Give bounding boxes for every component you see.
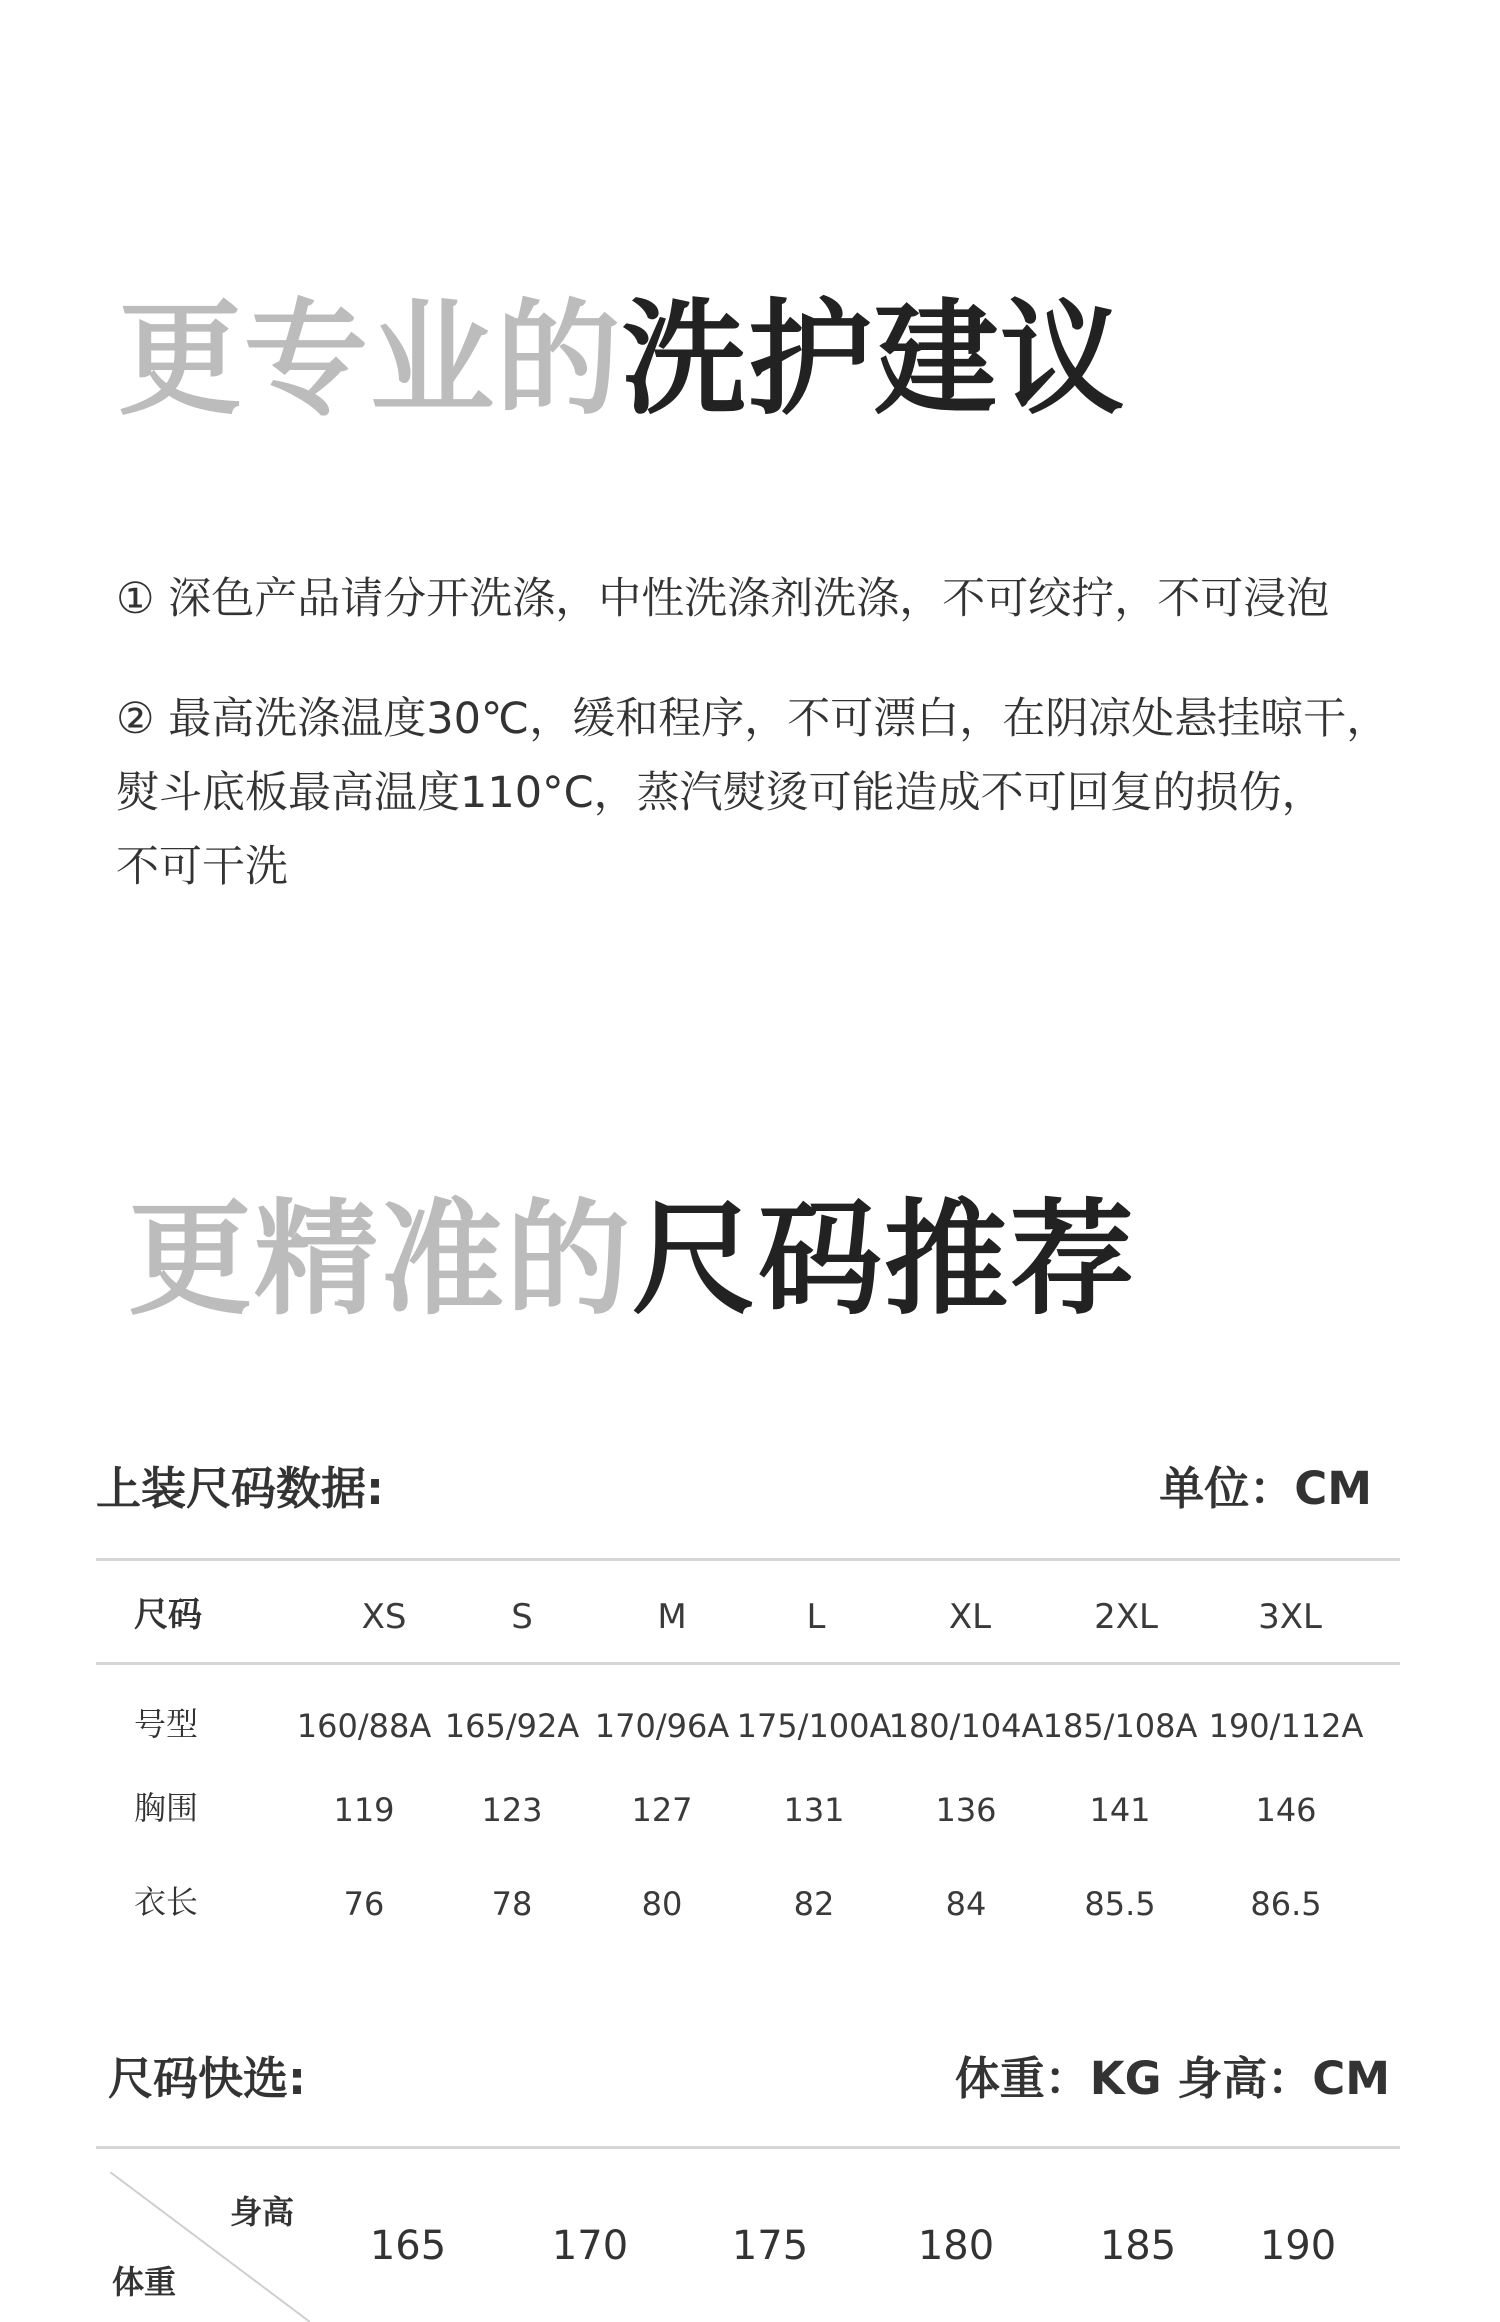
size-3xl: 3XL xyxy=(1258,1597,1322,1637)
table-cell: 82 xyxy=(793,1885,835,1923)
table-cell: 141 xyxy=(1089,1791,1151,1829)
table-cell: 175/100A xyxy=(736,1707,892,1745)
top-table-title: 上装尺码数据: xyxy=(96,1462,384,1515)
table-cell: 80 xyxy=(641,1885,683,1923)
table-cell: 131 xyxy=(783,1791,845,1829)
height-190: 190 xyxy=(1259,2223,1337,2269)
table-cell: 123 xyxy=(481,1791,543,1829)
height-180: 180 xyxy=(917,2223,995,2269)
table-cell: 170/96A xyxy=(594,1707,730,1745)
table-cell: 146 xyxy=(1255,1791,1317,1829)
size-heading-dark: 尺码推荐 xyxy=(632,1188,1137,1332)
care-heading-light: 更专业的 xyxy=(118,288,623,432)
corner-weight-label: 体重 xyxy=(112,2263,177,2301)
care-heading xyxy=(118,288,1127,432)
quick-table-title: 尺码快选: xyxy=(108,2052,306,2105)
size-m: M xyxy=(657,1597,687,1637)
table-cell: 160/88A xyxy=(296,1707,432,1745)
table-cell: 190/112A xyxy=(1208,1707,1364,1745)
row-label-length: 衣长 xyxy=(134,1883,199,1921)
height-185: 185 xyxy=(1099,2223,1177,2269)
top-table-rule-top xyxy=(96,1558,1400,1561)
table-cell: 86.5 xyxy=(1250,1885,1322,1923)
size-l: L xyxy=(806,1597,826,1637)
size-s: S xyxy=(511,1597,533,1637)
table-cell: 85.5 xyxy=(1084,1885,1156,1923)
quick-table-unit: 体重：KG 身高：CM xyxy=(954,2052,1390,2105)
row-label-chest: 胸围 xyxy=(134,1789,199,1827)
height-175: 175 xyxy=(731,2223,809,2269)
corner-height-label: 身高 xyxy=(230,2193,295,2231)
table-cell: 165/92A xyxy=(444,1707,580,1745)
height-165: 165 xyxy=(369,2223,447,2269)
row-label-model: 号型 xyxy=(134,1705,199,1743)
size-heading xyxy=(128,1188,1137,1332)
care-item-2-line2: 熨斗底板最高温度110°C，蒸汽熨烫可能造成不可回复的损伤， xyxy=(116,768,1325,818)
table-cell: 119 xyxy=(333,1791,395,1829)
care-item-2-line3: 不可干洗 xyxy=(116,842,288,892)
table-cell: 76 xyxy=(343,1885,385,1923)
table-cell: 185/108A xyxy=(1042,1707,1198,1745)
care-item-1: ① 深色产品请分开洗涤，中性洗涤剂洗涤，不可绞拧，不可浸泡 xyxy=(116,574,1330,624)
top-table-rule-mid xyxy=(96,1662,1400,1665)
height-170: 170 xyxy=(551,2223,629,2269)
table-cell: 84 xyxy=(945,1885,987,1923)
quick-table-rule xyxy=(96,2146,1400,2149)
size-xs: XS xyxy=(361,1597,407,1637)
top-table-unit: 单位：CM xyxy=(1159,1462,1372,1515)
table-cell: 180/104A xyxy=(888,1707,1044,1745)
care-item-2-line1: ② 最高洗涤温度30℃，缓和程序，不可漂白，在阴凉处悬挂晾干， xyxy=(116,694,1390,744)
table-cell: 78 xyxy=(491,1885,533,1923)
table-cell: 127 xyxy=(631,1791,693,1829)
size-header-label: 尺码 xyxy=(134,1595,202,1635)
table-cell: 136 xyxy=(935,1791,997,1829)
care-heading-dark: 洗护建议 xyxy=(622,288,1127,432)
size-heading-light: 更精准的 xyxy=(128,1188,633,1332)
size-xl: XL xyxy=(948,1597,992,1637)
size-2xl: 2XL xyxy=(1094,1597,1158,1637)
